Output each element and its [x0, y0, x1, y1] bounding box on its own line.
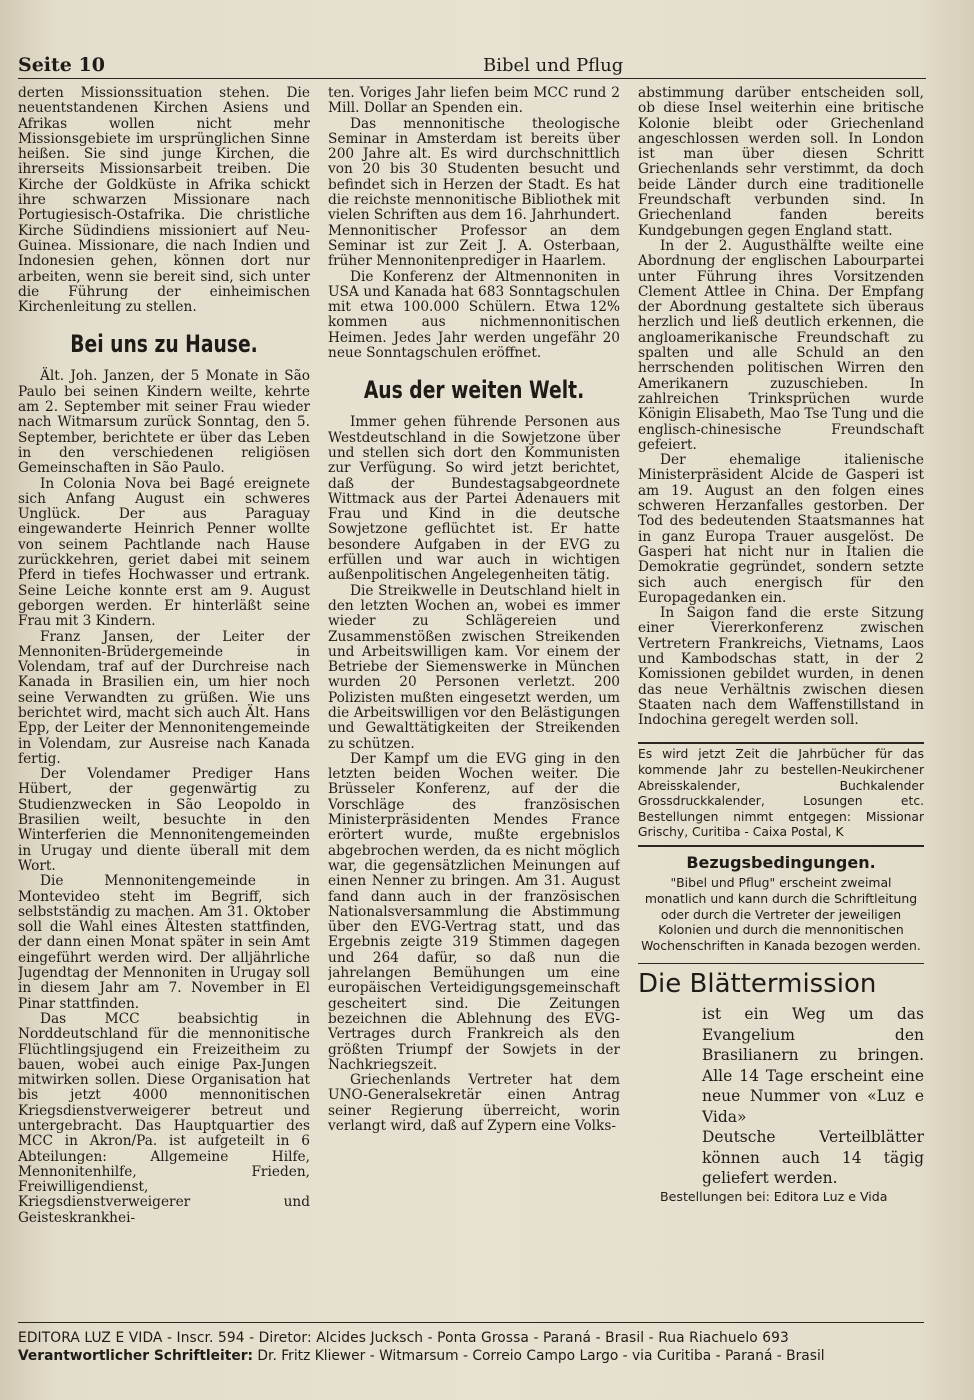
section-heading-home: Bei uns zu Hause. [70, 330, 258, 359]
article-paragraph: Die Streikwelle in Deutschland hielt in den letzten Wochen an, wobei es immer wieder zu Schlägereien und Zusammenstößen zwischen Streikenden und Arbeitswilligen kam. Vor einem der Betriebe der Siemenswerke in München wurden 20 Personen verletzt. 200 Polizisten mußten eingesetzt werden, um die Arbeitswilligen vor den Belästigungen und Gewalttätigkeiten der Streikenden zu schützen. [328, 582, 620, 752]
article-paragraph: In Saigon fand die erste Sitzung einer Viererkonferenz zwischen Vertretern Frankreichs, Vietnams, Laos und Kambodschas statt, in der 2 Komissionen gebildet wurden, in denen das neue Verhältnis zwischen diesen Staaten nach dem Waffenstillstand in Indochina geregelt werden soll. [638, 605, 924, 729]
article-paragraph: derten Missionssituation stehen. Die neuentstandenen Kirchen Asiens und Afrikas wollen nicht mehr Missionsgebiete im ursprünglichen Sinne heißen. Sie sind junge Kirchen, die ihrerseits Missionsarbeit treiben. Die Kirche der Goldküste in Afrika schickt ihre schwarzen Missionare nach Portugiesisch-Ostafrika. Die christliche Kirche Südindiens missioniert auf Neu-Guinea. Missionare, die nach Indien und Indonesien gehen, können dort nur arbeiten, wenn sie bereit sind, sich unter die Führung der einheimischen Kirchenleitung zu stellen. [18, 86, 310, 316]
leaflet-mission-box [638, 963, 924, 1204]
publisher-line: EDITORA LUZ E VIDA - Inscr. 594 - Diretor: Alcides Jucksch - Ponta Grossa - Paraná - Brasil - Rua Riachuelo 693 [18, 1330, 789, 1346]
editor-line [18, 1347, 924, 1365]
editor-details: Dr. Fritz Kliewer - Witmarsum - Correio Campo Largo - via Curitiba - Paraná - Brasil [253, 1348, 825, 1364]
editor-label: Verantwortlicher Schriftleiter: [18, 1348, 254, 1364]
mission-paragraph: Deutsche Verteilblätter können auch 14 tägig geliefert werden. [702, 1128, 924, 1188]
notice-text: Es wird jetzt Zeit die Jahrbücher für das kommende Jahr zu bestellen-Neukirchener Abreisskalender, Buchkalender Grossdruckkalender, Losungen etc. Bestellungen nimmt entgegen: Missionar Grischy, Curitiba - Caixa Postal, K [638, 747, 924, 840]
article-paragraph: Franz Jansen, der Leiter der Mennoniten-Brüdergemeinde in Volendam, traf auf der Durchreise nach Kanada in Brasilien ein, um hier noch seine Verwandten zu grüßen. Wie uns berichtet wird, macht sich auch Ält. Hans Epp, der Leiter der Mennonitengemeinde in Volendam, zur Ausreise nach Kanada fertig. [18, 628, 310, 767]
publisher-footer [18, 1322, 924, 1365]
article-paragraph: Griechenlands Vertreter hat dem UNO-Generalsekretär einen Antrag seiner Regierung überreicht, worin verlangt wird, daß auf Zypern eine Volks- [328, 1072, 620, 1134]
subscription-heading: Bezugsbedingungen. [686, 853, 876, 873]
column-3 [638, 86, 924, 1316]
article-paragraph: ten. Voriges Jahr liefen beim MCC rund 2 Mill. Dollar an Spenden ein. [328, 86, 620, 117]
column-1 [18, 86, 310, 1316]
article-paragraph: Immer gehen führende Personen aus Westdeutschland in die Sowjetzone über und stellen sich dort den Kommunisten zur Verfügung. So wird jetzt berichtet, daß der Bundestagsabgeordnete Wittmack aus der Partei Adenauers mit Frau und Kind in die deutsche Sowjetzone geflüchtet ist. Er hatte besondere Aufgaben in der EVG zu erfüllen und war auch in wichtigen außenpolitischen Angelegenheiten tätig. [328, 414, 620, 584]
leaflet-mission-text [702, 1004, 924, 1189]
column-2 [328, 86, 620, 1316]
article-paragraph: Die Konferenz der Altmennoniten in USA und Kanada hat 683 Sonntagschulen mit etwa 100.000 Schülern. Etwa 12% kommen aus nichmennonitischen Heimen. Jedes Jahr werden ungefähr 20 neue Sonntagschulen eröffnet. [328, 268, 620, 362]
yearbook-notice [638, 742, 924, 847]
section-heading-world: Aus der weiten Welt. [363, 376, 585, 405]
mission-paragraph: ist ein Weg um das Evangelium den Brasilianern zu bringen. Alle 14 Tage erscheint eine neue Nummer von «Luz e Vida» [702, 1005, 924, 1126]
article-paragraph: In der 2. Augusthälfte weilte eine Abordnung der englischen Labourpartei unter Führung ihres Vorsitzenden Clement Attlee in China. Der Empfang der Abordnung gestaltete sich überaus herzlich und ließ deutlich erkennen, die angloamerikanische Freundschaft zu spalten und alle Schuld an den herrschenden politischen Wirren den Amerikanern zuzuschieben. In zahlreichen Trinksprüchen wurde Königin Elisabeth, Mao Tse Tung und die englisch-chinesische Freundschaft gefeiert. [638, 237, 924, 453]
subscription-text: "Bibel und Pflug" erscheint zweimal monatlich und kann durch die Schriftleitung oder durch die Vertreter der jeweiligen Kolonien und durch die mennonitischen Wochenschriften in Kanada bezogen werden. [641, 875, 921, 953]
article-paragraph: Das MCC beabsichtig in Norddeutschland für die mennonitische Flüchtlingsjugend ein Freizeitheim zu bauen, wobei auch einige Pax-Jungen mitwirken sollen. Diese Organisation hat bis jetzt 4000 mennonitischen Kriegsdienstverweigerer betreut und untergebracht. Das Hauptquartier des MCC in Akron/Pa. ist aufgeteilt in 6 Abteilungen: Allgemeine Hilfe, Mennonitenhilfe, Frieden, Freiwilligendienst, Kriegsdienstverweigerer und Geisteskrankhei- [18, 1010, 310, 1226]
article-paragraph: abstimmung darüber entscheiden soll, ob diese Insel weiterhin eine britische Kolonie bleibt oder Griechenland angeschlossen werden soll. In London ist man über diesen Schritt Griechenlands sehr verstimmt, da doch beide Länder durch eine traditionelle Freundschaft verbunden sind. In Griechenland fanden bereits Kundgebungen gegen England statt. [638, 86, 924, 239]
article-columns [18, 86, 924, 1316]
article-paragraph: Der Volendamer Prediger Hans Hübert, der gegenwärtig zu Studienzwecken in São Leopoldo in Brasilien weilt, besuchte in den Winterferien die Mennonitengemeinden in Urugay und diente überall mit dem Wort. [18, 766, 310, 874]
article-paragraph: In Colonia Nova bei Bagé ereignete sich Anfang August ein schweres Unglück. Der aus Paraguay eingewanderte Heinrich Penner wollte von seinem Pachtlande nach Hause zurückkehren, geriet dabei mit seinem Pferd in tiefes Hochwasser und ertrank. Seine Leiche konnte erst am 9. August geborgen werden. Er hinterläßt seine Frau mit 3 Kindern. [18, 475, 310, 630]
article-paragraph: Die Mennonitengemeinde in Montevideo steht im Begriff, sich selbstständig zu machen. Am 31. Oktober soll die Wahl eines Ältesten stattfinden, der dann einen Monat später in sein Amt eingeführt werden wird. Der alljährliche Jugendtag der Mennoniten in Urugay soll in diesem Jahr am 7. November in El Pinar stattfinden. [18, 873, 310, 1012]
mission-order-line: Bestellungen bei: Editora Luz e Vida [660, 1188, 888, 1204]
page-number: Seite 10 [18, 54, 105, 76]
article-paragraph: Der ehemalige italienische Ministerpräsident Alcide de Gasperi ist am 19. August an den folgen eines schweren Herzanfalles gestorben. Der Tod des bedeutenden Staatsmannes hat in ganz Europa Trauer ausgelöst. De Gasperi hat nicht nur in Italien die Demokratie gegründet, sondern setzte sich auch energisch für den Europagedanken ein. [638, 452, 924, 606]
page-header [18, 52, 926, 79]
article-paragraph: Der Kampf um die EVG ging in den letzten beiden Wochen weiter. Die Brüsseler Konferenz, auf der die Vorschläge des französischen Ministerpräsidenten Mendes France erörtert wurde, mußte ergebnislos abgebrochen werden, da es nicht möglich war, die gegensätzlichen Meinungen auf einen Nenner zu bringen. Am 31. August fand dann auch in der französischen Nationalsversammlung die Abstimmung über den EVG-Vertrag statt, und das Ergebnis zeigte 319 Stimmen dagegen und 264 dafür, so daß nun die jahrelangen Bemühungen um eine europäischen Verteidigungsgemeinschaft gescheitert sind. Die Zeitungen bezeichnen die Ablehnung des EVG-Vertrages durch Frankreich als den größten Triumpf der Sowjets in der Nachkriegszeit. [328, 750, 620, 1073]
article-paragraph: Ält. Joh. Janzen, der 5 Monate in São Paulo bei seinen Kindern weilte, kehrte am 2. September mit seiner Frau wieder nach Witmarsum zurück Sonntag, den 5. September, berichtete er über das Leben in den verschiedenen religiösen Gemeinschaften in São Paulo. [18, 368, 310, 477]
article-paragraph: Das mennonitische theologische Seminar in Amsterdam ist bereits über 200 Jahre alt. Es wird durchschnittlich von 20 bis 30 Studenten besucht und befindet sich in Herzen der Stadt. Es hat die reichste mennonitische Bibliothek mit vielen Schriften aus dem 16. Jahrhundert. Mennonitischer Professor an dem Seminar ist zur Zeit J. A. Osterbaan, früher Mennonitenprediger in Haarlem. [328, 115, 620, 270]
leaflet-mission-title: Die Blättermission [638, 969, 877, 1000]
journal-title: Bibel und Pflug [483, 55, 624, 76]
